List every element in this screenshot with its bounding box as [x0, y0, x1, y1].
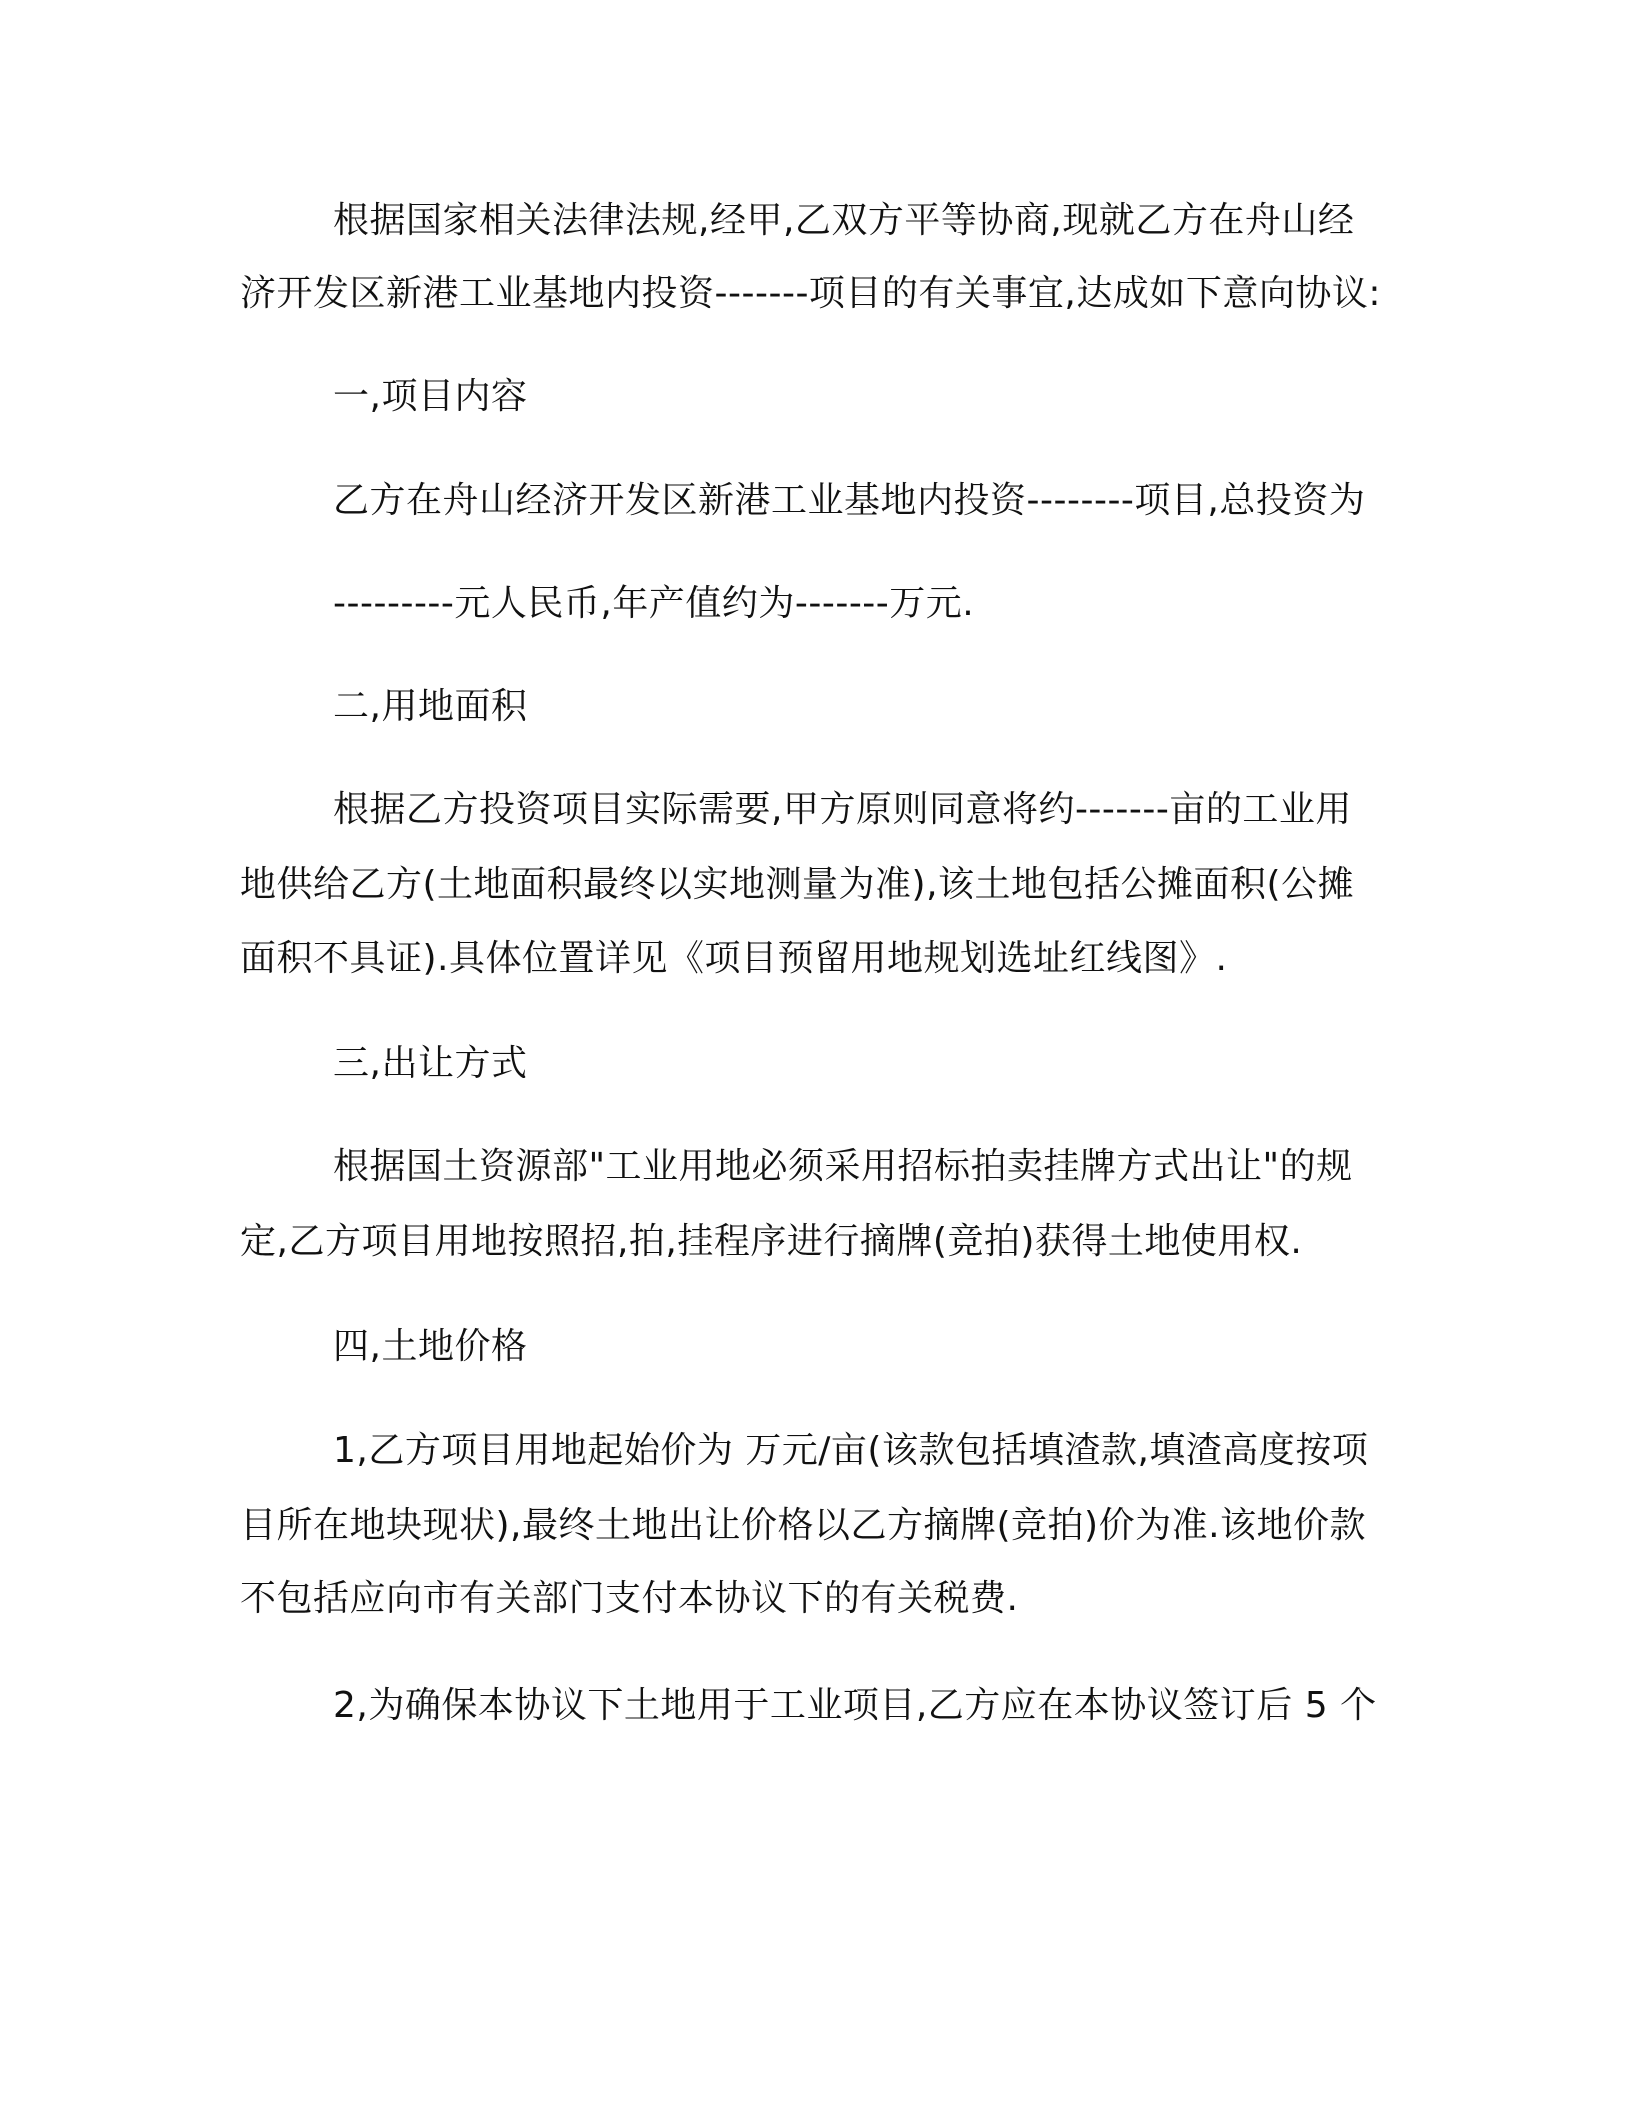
section-1-line-2: ---------元人民币,年产值约为-------万元.	[333, 583, 975, 624]
section-2-line-1: 根据乙方投资项目实际需要,甲方原则同意将约-------亩的工业用	[333, 789, 1352, 830]
section-1-heading: 一,项目内容	[333, 376, 528, 417]
intro-line-1: 根据国家相关法律法规,经甲,乙双方平等协商,现就乙方在舟山经	[333, 200, 1355, 241]
section-1-line-1: 乙方在舟山经济开发区新港工业基地内投资--------项目,总投资为	[333, 480, 1366, 521]
section-4-item-1-line-2: 目所在地块现状),最终土地出让价格以乙方摘牌(竞拍)价为准.该地价款	[240, 1505, 1367, 1546]
section-2-line-3: 面积不具证).具体位置详见《项目预留用地规划选址红线图》.	[240, 938, 1228, 979]
section-4-item-2-line-1: 2,为确保本协议下土地用于工业项目,乙方应在本协议签订后 5 个	[333, 1685, 1377, 1726]
section-3-line-2: 定,乙方项目用地按照招,拍,挂程序进行摘牌(竞拍)获得土地使用权.	[240, 1221, 1303, 1262]
section-4-heading: 四,土地价格	[333, 1326, 528, 1367]
section-3-line-1: 根据国土资源部"工业用地必须采用招标拍卖挂牌方式出让"的规	[333, 1146, 1353, 1187]
section-2-line-2: 地供给乙方(土地面积最终以实地测量为准),该土地包括公摊面积(公摊	[240, 864, 1355, 905]
section-2-heading: 二,用地面积	[333, 686, 528, 727]
section-4-item-1-line-1: 1,乙方项目用地起始价为 万元/亩(该款包括填渣款,填渣高度按项	[333, 1430, 1369, 1471]
section-4-item-1-line-3: 不包括应向市有关部门支付本协议下的有关税费.	[240, 1578, 1019, 1619]
intro-line-2: 济开发区新港工业基地内投资-------项目的有关事宜,达成如下意向协议:	[240, 273, 1382, 314]
section-3-heading: 三,出让方式	[333, 1043, 528, 1084]
